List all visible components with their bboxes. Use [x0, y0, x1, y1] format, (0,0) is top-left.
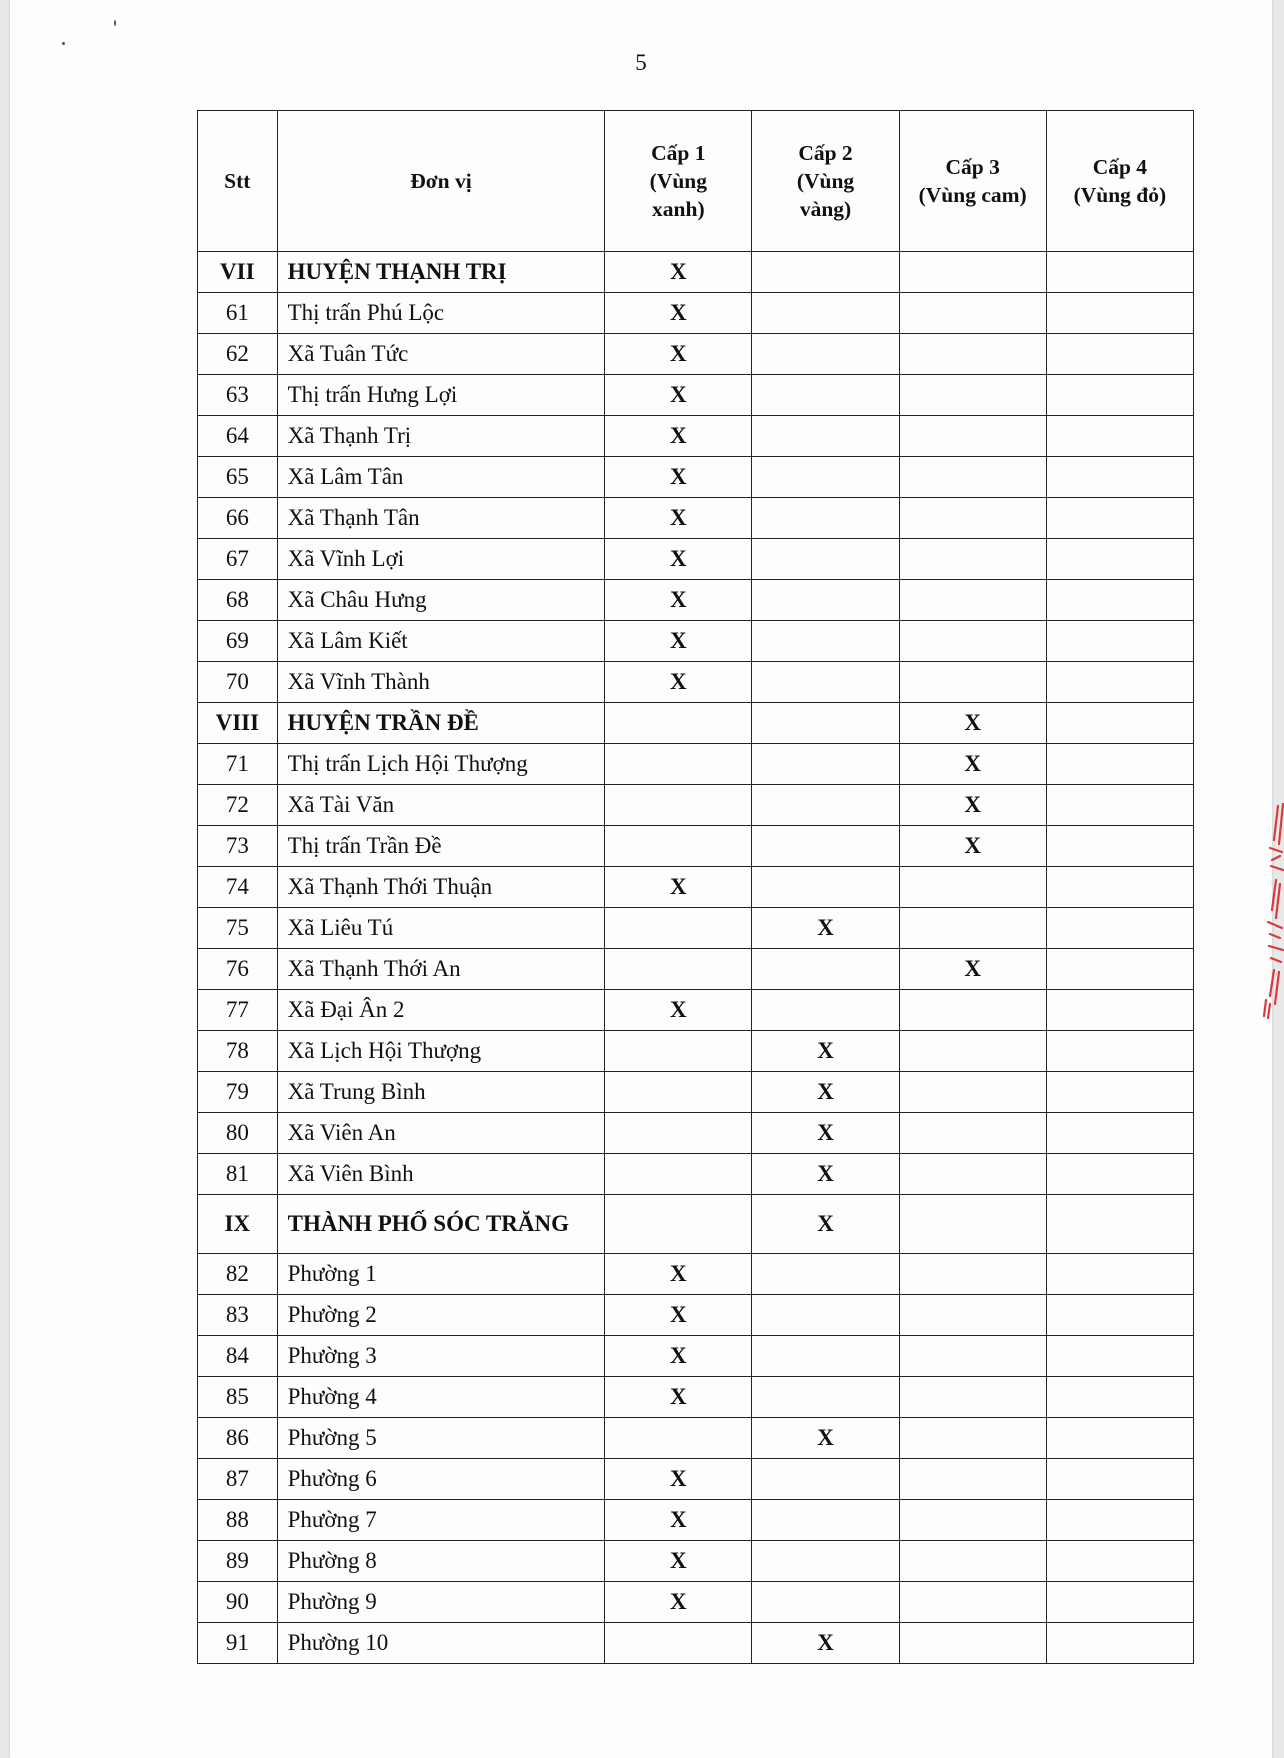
row-level-2: X [752, 1623, 899, 1664]
header-level-4: Cấp 4 (Vùng đỏ) [1046, 111, 1193, 252]
document-page [10, 0, 1272, 1758]
table-row [198, 293, 1194, 334]
row-level-4 [1046, 1623, 1193, 1664]
row-level-3 [899, 867, 1046, 908]
row-level-4 [1046, 580, 1193, 621]
row-level-4 [1046, 293, 1193, 334]
row-level-1: X [605, 416, 752, 457]
row-level-2: X [752, 1195, 899, 1254]
row-level-1: X [605, 580, 752, 621]
row-level-1 [605, 1154, 752, 1195]
row-stt: 82 [198, 1254, 278, 1295]
row-level-4 [1046, 1541, 1193, 1582]
row-level-2 [752, 662, 899, 703]
row-level-1: X [605, 1459, 752, 1500]
row-level-2: X [752, 1031, 899, 1072]
table-row [198, 621, 1194, 662]
row-level-4 [1046, 1031, 1193, 1072]
row-level-3 [899, 1623, 1046, 1664]
row-unit: Xã Trung Bình [277, 1072, 605, 1113]
row-level-4 [1046, 1195, 1193, 1254]
row-stt: 73 [198, 826, 278, 867]
row-level-1 [605, 1418, 752, 1459]
row-level-2 [752, 375, 899, 416]
row-level-2 [752, 580, 899, 621]
row-level-4 [1046, 785, 1193, 826]
row-level-1 [605, 908, 752, 949]
row-level-1 [605, 1195, 752, 1254]
row-level-1: X [605, 375, 752, 416]
row-unit: Xã Thạnh Thới An [277, 949, 605, 990]
row-level-3 [899, 1254, 1046, 1295]
row-stt: 66 [198, 498, 278, 539]
table-row [198, 416, 1194, 457]
table-row [198, 990, 1194, 1031]
row-level-3 [899, 539, 1046, 580]
row-unit: Xã Tài Văn [277, 785, 605, 826]
row-level-2 [752, 1459, 899, 1500]
row-stt: IX [198, 1195, 278, 1254]
table-row [198, 1254, 1194, 1295]
row-level-2 [752, 744, 899, 785]
row-level-1 [605, 703, 752, 744]
row-level-1: X [605, 621, 752, 662]
table-row [198, 1541, 1194, 1582]
row-unit: Phường 2 [277, 1295, 605, 1336]
row-unit: Xã Viên Bình [277, 1154, 605, 1195]
row-unit: HUYỆN THẠNH TRỊ [277, 252, 605, 293]
row-stt: 81 [198, 1154, 278, 1195]
row-stt: 67 [198, 539, 278, 580]
row-level-4 [1046, 498, 1193, 539]
row-level-2 [752, 1377, 899, 1418]
table-row [198, 1500, 1194, 1541]
row-unit: Xã Viên An [277, 1113, 605, 1154]
row-stt: 70 [198, 662, 278, 703]
row-level-3 [899, 375, 1046, 416]
page-number: 5 [635, 50, 647, 75]
row-level-1: X [605, 457, 752, 498]
row-level-2: X [752, 1418, 899, 1459]
row-level-3 [899, 1031, 1046, 1072]
row-level-1 [605, 744, 752, 785]
row-level-4 [1046, 1377, 1193, 1418]
row-level-4 [1046, 1154, 1193, 1195]
table-row [198, 457, 1194, 498]
row-level-3: X [899, 744, 1046, 785]
table-row [198, 867, 1194, 908]
row-stt: 89 [198, 1541, 278, 1582]
row-level-4 [1046, 744, 1193, 785]
row-level-2 [752, 1336, 899, 1377]
header-level-1: Cấp 1 (Vùng xanh) [605, 111, 752, 252]
row-level-3 [899, 334, 1046, 375]
row-level-3 [899, 457, 1046, 498]
row-level-3 [899, 1500, 1046, 1541]
row-stt: 75 [198, 908, 278, 949]
table-row [198, 498, 1194, 539]
row-level-4 [1046, 949, 1193, 990]
table-row [198, 539, 1194, 580]
row-stt: 76 [198, 949, 278, 990]
row-level-3 [899, 1541, 1046, 1582]
table-row [198, 1295, 1194, 1336]
row-unit: Xã Lâm Kiết [277, 621, 605, 662]
row-stt: 69 [198, 621, 278, 662]
row-level-2 [752, 416, 899, 457]
row-unit: Xã Đại Ân 2 [277, 990, 605, 1031]
row-level-4 [1046, 416, 1193, 457]
row-level-1: X [605, 662, 752, 703]
row-level-1: X [605, 539, 752, 580]
row-unit: Xã Liêu Tú [277, 908, 605, 949]
table-row [198, 908, 1194, 949]
row-level-4 [1046, 1254, 1193, 1295]
row-level-4 [1046, 334, 1193, 375]
row-level-4 [1046, 1072, 1193, 1113]
row-level-4 [1046, 252, 1193, 293]
row-level-4 [1046, 1459, 1193, 1500]
row-unit: Phường 3 [277, 1336, 605, 1377]
scan-speck [62, 42, 65, 45]
row-level-4 [1046, 1295, 1193, 1336]
table-row [198, 826, 1194, 867]
row-level-4 [1046, 826, 1193, 867]
row-stt: 79 [198, 1072, 278, 1113]
table-row [198, 1459, 1194, 1500]
row-level-3 [899, 621, 1046, 662]
row-level-1: X [605, 293, 752, 334]
row-level-4 [1046, 1582, 1193, 1623]
row-level-1 [605, 949, 752, 990]
row-level-1 [605, 1072, 752, 1113]
row-unit: Phường 8 [277, 1541, 605, 1582]
row-level-1: X [605, 1500, 752, 1541]
row-level-1 [605, 826, 752, 867]
table-group-row [198, 252, 1194, 293]
row-level-3 [899, 416, 1046, 457]
row-stt: 62 [198, 334, 278, 375]
row-stt: 88 [198, 1500, 278, 1541]
row-unit: Phường 5 [277, 1418, 605, 1459]
table-group-row [198, 1195, 1194, 1254]
row-unit: Thị trấn Phú Lộc [277, 293, 605, 334]
row-stt: 84 [198, 1336, 278, 1377]
row-level-3 [899, 580, 1046, 621]
row-level-3 [899, 293, 1046, 334]
row-unit: Xã Lịch Hội Thượng [277, 1031, 605, 1072]
row-stt: 61 [198, 293, 278, 334]
row-level-1: X [605, 867, 752, 908]
row-level-2 [752, 1254, 899, 1295]
table-row [198, 1072, 1194, 1113]
row-level-2 [752, 1541, 899, 1582]
row-level-3 [899, 1154, 1046, 1195]
header-level-3: Cấp 3 (Vùng cam) [899, 111, 1046, 252]
row-level-3: X [899, 785, 1046, 826]
row-level-3 [899, 498, 1046, 539]
row-level-2: X [752, 1113, 899, 1154]
row-level-4 [1046, 1500, 1193, 1541]
row-level-1: X [605, 990, 752, 1031]
header-stt: Stt [198, 111, 278, 252]
row-level-4 [1046, 621, 1193, 662]
row-level-4 [1046, 457, 1193, 498]
row-stt: 74 [198, 867, 278, 908]
row-level-1 [605, 1031, 752, 1072]
row-level-4 [1046, 662, 1193, 703]
row-unit: Thị trấn Hưng Lợi [277, 375, 605, 416]
row-stt: 71 [198, 744, 278, 785]
table-row [198, 1113, 1194, 1154]
header-unit: Đơn vị [277, 111, 605, 252]
table-row [198, 949, 1194, 990]
row-level-3 [899, 1459, 1046, 1500]
row-level-2 [752, 867, 899, 908]
table-row [198, 662, 1194, 703]
row-stt: VII [198, 252, 278, 293]
row-stt: 65 [198, 457, 278, 498]
row-unit: Thị trấn Trần Đề [277, 826, 605, 867]
row-unit: Phường 10 [277, 1623, 605, 1664]
row-stt: 91 [198, 1623, 278, 1664]
table-row [198, 1418, 1194, 1459]
row-stt: 72 [198, 785, 278, 826]
row-level-3 [899, 1195, 1046, 1254]
row-level-2 [752, 1500, 899, 1541]
row-level-1: X [605, 1295, 752, 1336]
row-level-2 [752, 539, 899, 580]
row-unit: HUYỆN TRẦN ĐỀ [277, 703, 605, 744]
table-row [198, 375, 1194, 416]
row-level-2: X [752, 1154, 899, 1195]
row-stt: VIII [198, 703, 278, 744]
table-row [198, 1377, 1194, 1418]
row-level-1: X [605, 1582, 752, 1623]
row-level-3 [899, 1295, 1046, 1336]
row-level-1: X [605, 1336, 752, 1377]
row-level-3: X [899, 703, 1046, 744]
table-row [198, 1336, 1194, 1377]
row-level-2 [752, 949, 899, 990]
row-unit: Xã Châu Hưng [277, 580, 605, 621]
row-level-3: X [899, 826, 1046, 867]
row-level-1: X [605, 1541, 752, 1582]
row-level-1: X [605, 498, 752, 539]
row-unit: Xã Tuân Tức [277, 334, 605, 375]
row-level-1 [605, 1623, 752, 1664]
row-level-2 [752, 252, 899, 293]
row-level-3 [899, 1113, 1046, 1154]
row-level-2 [752, 334, 899, 375]
row-level-2 [752, 703, 899, 744]
row-stt: 63 [198, 375, 278, 416]
header-level-2: Cấp 2 (Vùng vàng) [752, 111, 899, 252]
row-stt: 80 [198, 1113, 278, 1154]
table-row [198, 744, 1194, 785]
row-level-4 [1046, 703, 1193, 744]
row-level-2 [752, 785, 899, 826]
row-stt: 83 [198, 1295, 278, 1336]
row-level-3 [899, 662, 1046, 703]
row-level-3 [899, 1336, 1046, 1377]
row-stt: 90 [198, 1582, 278, 1623]
row-level-1 [605, 785, 752, 826]
row-level-3 [899, 252, 1046, 293]
row-stt: 87 [198, 1459, 278, 1500]
row-level-1: X [605, 334, 752, 375]
row-unit: Xã Vĩnh Lợi [277, 539, 605, 580]
row-unit: Xã Thạnh Trị [277, 416, 605, 457]
row-level-3 [899, 1072, 1046, 1113]
row-level-4 [1046, 1336, 1193, 1377]
row-level-4 [1046, 990, 1193, 1031]
row-level-3: X [899, 949, 1046, 990]
table-header-row [198, 111, 1194, 252]
table-row [198, 1582, 1194, 1623]
row-unit: Phường 9 [277, 1582, 605, 1623]
row-level-2 [752, 1582, 899, 1623]
row-unit: Xã Thạnh Thới Thuận [277, 867, 605, 908]
row-level-1 [605, 1113, 752, 1154]
row-level-1: X [605, 1377, 752, 1418]
row-unit: Phường 1 [277, 1254, 605, 1295]
table-row [198, 1154, 1194, 1195]
table-row [198, 1031, 1194, 1072]
row-level-1: X [605, 1254, 752, 1295]
row-level-4 [1046, 908, 1193, 949]
row-unit: Phường 6 [277, 1459, 605, 1500]
row-level-4 [1046, 867, 1193, 908]
row-level-4 [1046, 375, 1193, 416]
row-stt: 77 [198, 990, 278, 1031]
row-unit: Xã Thạnh Tân [277, 498, 605, 539]
row-level-2: X [752, 908, 899, 949]
alert-level-table [197, 110, 1194, 1664]
table-group-row [198, 703, 1194, 744]
row-unit: THÀNH PHỐ SÓC TRĂNG [277, 1195, 605, 1254]
row-level-2 [752, 498, 899, 539]
row-level-2 [752, 293, 899, 334]
row-level-4 [1046, 539, 1193, 580]
row-level-2 [752, 457, 899, 498]
row-level-4 [1046, 1418, 1193, 1459]
row-stt: 86 [198, 1418, 278, 1459]
row-level-3 [899, 1377, 1046, 1418]
row-stt: 64 [198, 416, 278, 457]
row-level-3 [899, 1418, 1046, 1459]
row-level-3 [899, 1582, 1046, 1623]
table-row [198, 580, 1194, 621]
row-unit: Thị trấn Lịch Hội Thượng [277, 744, 605, 785]
row-stt: 68 [198, 580, 278, 621]
scan-speck [114, 20, 116, 26]
row-unit: Phường 4 [277, 1377, 605, 1418]
row-level-2 [752, 990, 899, 1031]
row-unit: Phường 7 [277, 1500, 605, 1541]
row-level-4 [1046, 1113, 1193, 1154]
row-level-2 [752, 826, 899, 867]
row-level-2 [752, 621, 899, 662]
row-level-2: X [752, 1072, 899, 1113]
table-row [198, 1623, 1194, 1664]
table-row [198, 334, 1194, 375]
row-unit: Xã Vĩnh Thành [277, 662, 605, 703]
row-stt: 78 [198, 1031, 278, 1072]
row-level-2 [752, 1295, 899, 1336]
row-level-1: X [605, 252, 752, 293]
red-stamp-icon [1254, 800, 1284, 1020]
row-stt: 85 [198, 1377, 278, 1418]
row-level-3 [899, 990, 1046, 1031]
table-row [198, 785, 1194, 826]
row-level-3 [899, 908, 1046, 949]
row-unit: Xã Lâm Tân [277, 457, 605, 498]
